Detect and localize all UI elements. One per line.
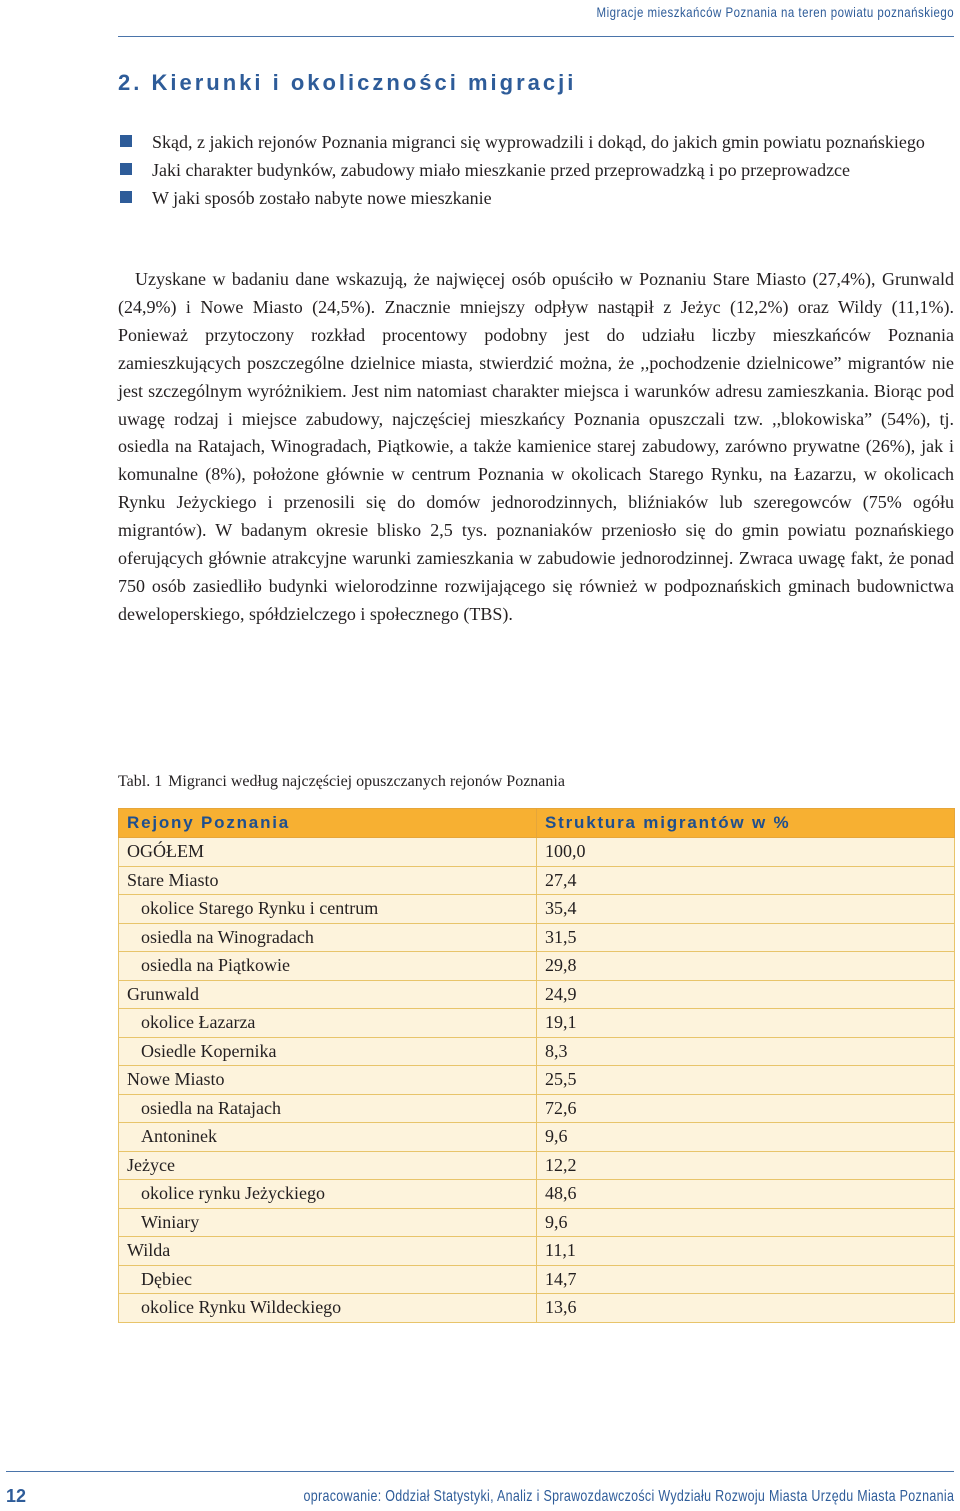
table-row [119, 1123, 955, 1152]
subregion-cell: Winiary [119, 1208, 537, 1237]
percent-cell: 13,6 [537, 1294, 955, 1323]
table-row [119, 1066, 955, 1095]
table-row [119, 1037, 955, 1066]
subregion-cell: osiedla na Ratajach [119, 1094, 537, 1123]
column-header-region: Rejony Poznania [119, 809, 537, 838]
subregion-cell: osiedla na Winogradach [119, 923, 537, 952]
subregion-cell: Antoninek [119, 1123, 537, 1152]
percent-cell: 19,1 [537, 1009, 955, 1038]
table-caption-label: Tabl. 1 [118, 773, 163, 790]
table-row [119, 895, 955, 924]
region-cell: Wilda [119, 1237, 537, 1266]
table-caption [118, 773, 565, 791]
square-bullet-icon [120, 135, 132, 147]
table-row [119, 1180, 955, 1209]
percent-cell: 9,6 [537, 1208, 955, 1237]
column-header-structure: Struktura migrantów w % [537, 809, 955, 838]
table-row [119, 1237, 955, 1266]
percent-cell: 72,6 [537, 1094, 955, 1123]
table-row [119, 838, 955, 867]
percent-cell: 35,4 [537, 895, 955, 924]
header-rule [118, 36, 954, 37]
subregion-cell: osiedla na Piątkowie [119, 952, 537, 981]
subregion-cell: Osiedle Kopernika [119, 1037, 537, 1066]
subregion-cell: Dębiec [119, 1265, 537, 1294]
table-row [119, 1009, 955, 1038]
percent-cell: 14,7 [537, 1265, 955, 1294]
square-bullet-icon [120, 191, 132, 203]
region-cell: OGÓŁEM [119, 838, 537, 867]
region-cell: Nowe Miasto [119, 1066, 537, 1095]
percent-cell: 48,6 [537, 1180, 955, 1209]
region-cell: Jeżyce [119, 1151, 537, 1180]
percent-cell: 31,5 [537, 923, 955, 952]
question-item [118, 156, 954, 184]
subregion-cell: okolice rynku Jeżyckiego [119, 1180, 537, 1209]
section-heading: 2. Kierunki i okoliczności migracji [118, 70, 577, 95]
table-row [119, 1151, 955, 1180]
percent-cell: 24,9 [537, 980, 955, 1009]
question-item [118, 128, 954, 156]
table-row [119, 1094, 955, 1123]
table-row [119, 923, 955, 952]
percent-cell: 25,5 [537, 1066, 955, 1095]
table-caption-text: Migranci według najczęściej opuszczanych rejonów Poznania [168, 773, 565, 790]
percent-cell: 100,0 [537, 838, 955, 867]
region-cell: Grunwald [119, 980, 537, 1009]
footer-rule [6, 1471, 954, 1472]
subregion-cell: okolice Rynku Wildeckiego [119, 1294, 537, 1323]
question-text: Jaki charakter budynków, zabudowy miało mieszkanie przed przeprowadzką i po przeprowadzce [152, 160, 851, 180]
subregion-cell: okolice Łazarza [119, 1009, 537, 1038]
percent-cell: 8,3 [537, 1037, 955, 1066]
table-header-row [119, 809, 955, 838]
table-row [119, 952, 955, 981]
page-number: 12 [6, 1486, 27, 1506]
region-cell: Stare Miasto [119, 866, 537, 895]
square-bullet-icon [120, 163, 132, 175]
percent-cell: 12,2 [537, 1151, 955, 1180]
percent-cell: 9,6 [537, 1123, 955, 1152]
percent-cell: 27,4 [537, 866, 955, 895]
question-text: W jaki sposób zostało nabyte nowe mieszkanie [152, 188, 492, 208]
body-paragraph: Uzyskane w badaniu dane wskazują, że najwięcej osób opuściło w Poznaniu Stare Miasto (27,4%), Grunwald (24,9%) i Nowe Miasto (24,5%). Znacznie mniejszy odpływ nastąpił z Jeżyc (12,2%) oraz Wildy (11,1%). Ponieważ przytoczony rozkład procentowy podobny jest do udziału liczby mieszkańców Poznania zamieszkujących poszczególne dzielnice miasta, stwierdzić można, że ,,pochodzenie dzielnicowe” migrantów nie jest szczególnym wyróżnikiem. Jest nim natomiast charakter miejsca i warunków adresu zamieszkania. Biorąc pod uwagę rodzaj i miejsce zabudowy, najczęściej mieszkańcy Poznania opuszczali tzw. ,,blokowiska” (54%), tj. osiedla na Ratajach, Winogradach, Piątkowie, a także kamienice starej zabudowy, zarówno prywatne (26%), jak i komunalne (8%), położone głównie w centrum Poznania w okolicach Starego Rynku, na Łazarzu, w okolicach Rynku Jeżyckiego i przenosili się do domów jednorodzinnych, bliźniaków lub szeregowców (75% ogółu migrantów). W badanym okresie blisko 2,5 tys. poznaniaków przeniosło się do gmin powiatu poznańskiego oferujących głównie atrakcyjne warunki zamieszkania w zabudowie jednorodzinnej. Zwraca uwagę fakt, że ponad 750 osób zasiedliło budynki wielorodzinne rozwijającego się również w podpoznańskich gminach budownictwa deweloperskiego, spółdzielczego i społecznego (TBS). [118, 269, 954, 624]
subregion-cell: okolice Starego Rynku i centrum [119, 895, 537, 924]
table-row [119, 1294, 955, 1323]
question-item [118, 184, 954, 212]
table-row [119, 1265, 955, 1294]
question-list [118, 128, 954, 212]
percent-cell: 29,8 [537, 952, 955, 981]
question-text: Skąd, z jakich rejonów Poznania migranci się wyprowadzili i dokąd, do jakich gmin powiatu poznańskiego [152, 132, 925, 152]
table-row [119, 980, 955, 1009]
migration-table [118, 808, 955, 1323]
footer-credit: opracowanie: Oddział Statystyki, Analiz i Sprawozdawczości Wydziału Rozwoju Miasta Urzędu Miasta Poznania [303, 1488, 954, 1505]
running-header-title: Migracje mieszkańców Poznania na teren powiatu poznańskiego [596, 4, 954, 20]
table-row [119, 866, 955, 895]
table-row [119, 1208, 955, 1237]
percent-cell: 11,1 [537, 1237, 955, 1266]
